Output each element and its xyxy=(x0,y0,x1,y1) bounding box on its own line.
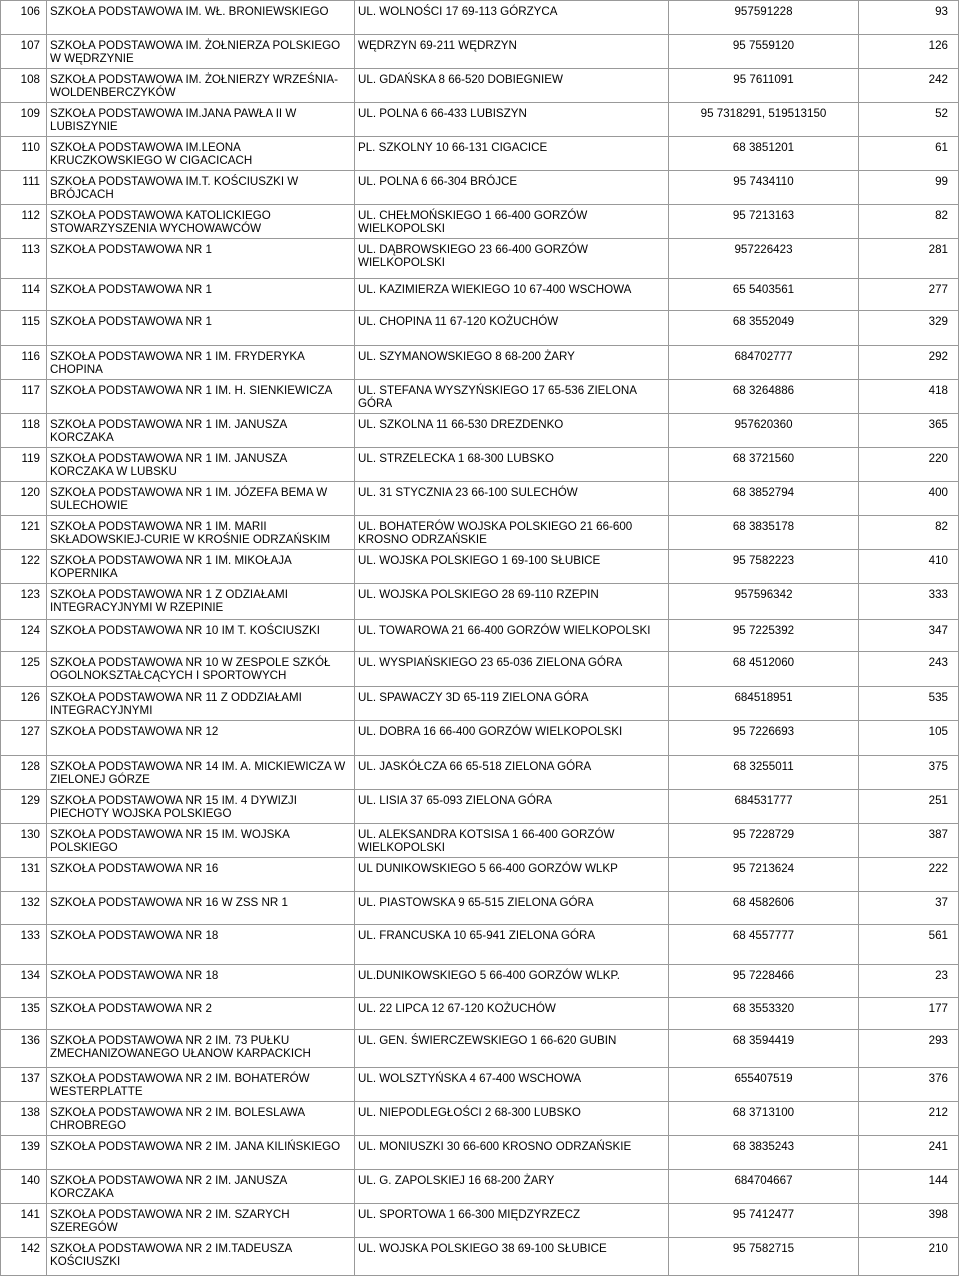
school-phone: 684531777 xyxy=(669,790,859,824)
school-nr: 113 xyxy=(1,239,47,279)
school-name: SZKOŁA PODSTAWOWA NR 2 IM. BOLESLAWA CHROBREGO xyxy=(47,1102,355,1136)
school-address: UL. WOLSZTYŃSKA 4 67-400 WSCHOWA xyxy=(355,1068,669,1102)
school-name: SZKOŁA PODSTAWOWA NR 14 IM. A. MICKIEWICZA W ZIELONEJ GÓRZE xyxy=(47,756,355,790)
school-address: UL. FRANCUSKA 10 65-941 ZIELONA GÓRA xyxy=(355,925,669,965)
school-address: UL. STRZELECKA 1 68-300 LUBSKO xyxy=(355,448,669,482)
school-students: 210 xyxy=(859,1238,959,1276)
school-name: SZKOŁA PODSTAWOWA NR 2 IM. SZARYCH SZEREGÓW xyxy=(47,1204,355,1238)
school-nr: 126 xyxy=(1,687,47,721)
school-name: SZKOŁA PODSTAWOWA NR 15 IM. WOJSKA POLSKIEGO xyxy=(47,824,355,858)
school-nr: 119 xyxy=(1,448,47,482)
school-phone: 684704667 xyxy=(669,1170,859,1204)
table-row xyxy=(1,1170,959,1204)
school-students: 222 xyxy=(859,858,959,892)
table-row xyxy=(1,137,959,171)
school-nr: 108 xyxy=(1,69,47,103)
school-students: 400 xyxy=(859,482,959,516)
school-phone: 68 3835178 xyxy=(669,516,859,550)
school-name: SZKOŁA PODSTAWOWA IM.JANA PAWŁA II W LUBISZYNIE xyxy=(47,103,355,137)
school-name: SZKOŁA PODSTAWOWA NR 16 xyxy=(47,858,355,892)
school-students: 144 xyxy=(859,1170,959,1204)
school-address: UL. CHOPINA 11 67-120 KOŻUCHÓW xyxy=(355,311,669,346)
school-students: 82 xyxy=(859,205,959,239)
school-phone: 68 3594419 xyxy=(669,1030,859,1068)
school-students: 387 xyxy=(859,824,959,858)
school-students: 410 xyxy=(859,550,959,584)
table-row xyxy=(1,414,959,448)
table-row xyxy=(1,171,959,205)
school-name: SZKOŁA PODSTAWOWA KATOLICKIEGO STOWARZYSZENIA WYCHOWAWCÓW xyxy=(47,205,355,239)
school-name: SZKOŁA PODSTAWOWA IM.T. KOŚCIUSZKI W BRÓJCACH xyxy=(47,171,355,205)
school-nr: 106 xyxy=(1,1,47,35)
school-nr: 114 xyxy=(1,279,47,311)
table-row xyxy=(1,1030,959,1068)
table-row xyxy=(1,620,959,652)
school-nr: 142 xyxy=(1,1238,47,1276)
school-nr: 117 xyxy=(1,380,47,414)
school-address: UL. POLNA 6 66-433 LUBISZYN xyxy=(355,103,669,137)
school-nr: 136 xyxy=(1,1030,47,1068)
school-nr: 116 xyxy=(1,346,47,380)
table-row xyxy=(1,1204,959,1238)
school-students: 292 xyxy=(859,346,959,380)
school-address: UL. ALEKSANDRA KOTSISA 1 66-400 GORZÓW WIELKOPOLSKI xyxy=(355,824,669,858)
school-address: UL. 31 STYCZNIA 23 66-100 SULECHÓW xyxy=(355,482,669,516)
school-phone: 95 7225392 xyxy=(669,620,859,652)
school-address: UL. KAZIMIERZA WIEKIEGO 10 67-400 WSCHOWA xyxy=(355,279,669,311)
school-phone: 95 7582715 xyxy=(669,1238,859,1276)
school-address: UL. G. ZAPOLSKIEJ 16 68-200 ŻARY xyxy=(355,1170,669,1204)
school-phone: 95 7213624 xyxy=(669,858,859,892)
school-phone: 68 4512060 xyxy=(669,652,859,687)
school-students: 105 xyxy=(859,721,959,756)
school-phone: 95 7582223 xyxy=(669,550,859,584)
table-row xyxy=(1,925,959,965)
school-phone: 95 7318291, 519513150 xyxy=(669,103,859,137)
school-phone: 95 7412477 xyxy=(669,1204,859,1238)
school-students: 365 xyxy=(859,414,959,448)
school-students: 242 xyxy=(859,69,959,103)
school-address: UL.DUNIKOWSKIEGO 5 66-400 GORZÓW WLKP. xyxy=(355,965,669,998)
school-name: SZKOŁA PODSTAWOWA NR 2 IM. BOHATERÓW WESTERPLATTE xyxy=(47,1068,355,1102)
school-name: SZKOŁA PODSTAWOWA NR 11 Z ODDZIAŁAMI INTEGRACYJNYMI xyxy=(47,687,355,721)
table-row xyxy=(1,584,959,620)
school-nr: 124 xyxy=(1,620,47,652)
school-nr: 137 xyxy=(1,1068,47,1102)
school-address: UL. TOWAROWA 21 66-400 GORZÓW WIELKOPOLSKI xyxy=(355,620,669,652)
school-address: UL. NIEPODLEGŁOŚCI 2 68-300 LUBSKO xyxy=(355,1102,669,1136)
school-students: 281 xyxy=(859,239,959,279)
school-students: 52 xyxy=(859,103,959,137)
school-name: SZKOŁA PODSTAWOWA NR 15 IM. 4 DYWIZJI PIECHOTY WOJSKA POLSKIEGO xyxy=(47,790,355,824)
school-phone: 68 3721560 xyxy=(669,448,859,482)
table-row xyxy=(1,1,959,35)
school-name: SZKOŁA PODSTAWOWA NR 1 IM. MIKOŁAJA KOPERNIKA xyxy=(47,550,355,584)
school-nr: 110 xyxy=(1,137,47,171)
school-phone: 68 4557777 xyxy=(669,925,859,965)
school-nr: 139 xyxy=(1,1136,47,1170)
school-students: 293 xyxy=(859,1030,959,1068)
school-phone: 68 4582606 xyxy=(669,892,859,925)
table-row xyxy=(1,103,959,137)
table-row xyxy=(1,998,959,1030)
school-address: UL. WOLNOŚCI 17 69-113 GÓRZYCA xyxy=(355,1,669,35)
school-nr: 118 xyxy=(1,414,47,448)
school-address: UL. DOBRA 16 66-400 GORZÓW WIELKOPOLSKI xyxy=(355,721,669,756)
school-students: 561 xyxy=(859,925,959,965)
school-name: SZKOŁA PODSTAWOWA IM. WŁ. BRONIEWSKIEGO xyxy=(47,1,355,35)
table-row xyxy=(1,482,959,516)
school-address: UL DUNIKOWSKIEGO 5 66-400 GORZÓW WLKP xyxy=(355,858,669,892)
school-name: SZKOŁA PODSTAWOWA NR 2 IM. JANUSZA KORCZAKA xyxy=(47,1170,355,1204)
school-nr: 127 xyxy=(1,721,47,756)
school-name: SZKOŁA PODSTAWOWA IM.LEONA KRUCZKOWSKIEGO W CIGACICACH xyxy=(47,137,355,171)
school-students: 93 xyxy=(859,1,959,35)
school-students: 177 xyxy=(859,998,959,1030)
school-nr: 115 xyxy=(1,311,47,346)
table-row xyxy=(1,380,959,414)
table-row xyxy=(1,205,959,239)
table-row xyxy=(1,1068,959,1102)
school-name: SZKOŁA PODSTAWOWA NR 1 IM. JANUSZA KORCZAKA xyxy=(47,414,355,448)
school-nr: 129 xyxy=(1,790,47,824)
school-nr: 141 xyxy=(1,1204,47,1238)
school-phone: 957596342 xyxy=(669,584,859,620)
school-nr: 111 xyxy=(1,171,47,205)
table-row xyxy=(1,516,959,550)
school-phone: 95 7559120 xyxy=(669,35,859,69)
school-address: UL. SZYMANOWSKIEGO 8 68-200 ŻARY xyxy=(355,346,669,380)
school-name: SZKOŁA PODSTAWOWA NR 1 IM. FRYDERYKA CHOPINA xyxy=(47,346,355,380)
school-nr: 130 xyxy=(1,824,47,858)
school-name: SZKOŁA PODSTAWOWA IM. ŻOŁNIERZA POLSKIEGO W WĘDRZYNIE xyxy=(47,35,355,69)
school-address: UL. BOHATERÓW WOJSKA POLSKIEGO 21 66-600 KROSNO ODRZAŃSKIE xyxy=(355,516,669,550)
school-phone: 68 3851201 xyxy=(669,137,859,171)
school-phone: 95 7228729 xyxy=(669,824,859,858)
school-name: SZKOŁA PODSTAWOWA NR 2 IM. JANA KILIŃSKIEGO xyxy=(47,1136,355,1170)
table-row xyxy=(1,756,959,790)
school-students: 398 xyxy=(859,1204,959,1238)
school-address: UL. 22 LIPCA 12 67-120 KOŻUCHÓW xyxy=(355,998,669,1030)
school-name: SZKOŁA PODSTAWOWA NR 2 IM. 73 PUŁKU ZMECHANIZOWANEGO UŁANOW KARPACKICH xyxy=(47,1030,355,1068)
school-phone: 95 7434110 xyxy=(669,171,859,205)
school-nr: 109 xyxy=(1,103,47,137)
school-phone: 684702777 xyxy=(669,346,859,380)
school-students: 241 xyxy=(859,1136,959,1170)
school-name: SZKOŁA PODSTAWOWA NR 1 IM. MARII SKŁADOWSKIEJ-CURIE W KROŚNIE ODRZAŃSKIM xyxy=(47,516,355,550)
school-nr: 135 xyxy=(1,998,47,1030)
school-nr: 140 xyxy=(1,1170,47,1204)
school-address: UL. MONIUSZKI 30 66-600 KROSNO ODRZAŃSKIE xyxy=(355,1136,669,1170)
table-row xyxy=(1,35,959,69)
table-row xyxy=(1,311,959,346)
school-phone: 65 5403561 xyxy=(669,279,859,311)
school-students: 126 xyxy=(859,35,959,69)
school-phone: 68 3835243 xyxy=(669,1136,859,1170)
school-address: UL. WYSPIAŃSKIEGO 23 65-036 ZIELONA GÓRA xyxy=(355,652,669,687)
table-row xyxy=(1,965,959,998)
school-phone: 68 3255011 xyxy=(669,756,859,790)
school-students: 375 xyxy=(859,756,959,790)
school-name: SZKOŁA PODSTAWOWA NR 2 xyxy=(47,998,355,1030)
school-nr: 107 xyxy=(1,35,47,69)
school-nr: 122 xyxy=(1,550,47,584)
table-row xyxy=(1,239,959,279)
school-nr: 132 xyxy=(1,892,47,925)
table-row xyxy=(1,687,959,721)
table-row xyxy=(1,448,959,482)
school-address: UL. CHEŁMOŃSKIEGO 1 66-400 GORZÓW WIELKOPOLSKI xyxy=(355,205,669,239)
school-phone: 68 3852794 xyxy=(669,482,859,516)
school-students: 61 xyxy=(859,137,959,171)
school-name: SZKOŁA PODSTAWOWA NR 12 xyxy=(47,721,355,756)
school-name: SZKOŁA PODSTAWOWA NR 2 IM.TADEUSZA KOŚCIUSZKI xyxy=(47,1238,355,1276)
school-nr: 134 xyxy=(1,965,47,998)
school-name: SZKOŁA PODSTAWOWA NR 1 xyxy=(47,311,355,346)
table-row xyxy=(1,1136,959,1170)
school-phone: 684518951 xyxy=(669,687,859,721)
school-students: 23 xyxy=(859,965,959,998)
school-nr: 128 xyxy=(1,756,47,790)
school-address: UL. GEN. ŚWIERCZEWSKIEGO 1 66-620 GUBIN xyxy=(355,1030,669,1068)
school-name: SZKOŁA PODSTAWOWA NR 1 IM. H. SIENKIEWICZA xyxy=(47,380,355,414)
school-phone: 68 3713100 xyxy=(669,1102,859,1136)
table-row xyxy=(1,550,959,584)
school-phone: 957620360 xyxy=(669,414,859,448)
school-name: SZKOŁA PODSTAWOWA NR 1 xyxy=(47,279,355,311)
school-nr: 125 xyxy=(1,652,47,687)
school-students: 418 xyxy=(859,380,959,414)
school-address: WĘDRZYN 69-211 WĘDRZYN xyxy=(355,35,669,69)
school-phone: 95 7226693 xyxy=(669,721,859,756)
school-students: 212 xyxy=(859,1102,959,1136)
school-address: UL. SPAWACZY 3D 65-119 ZIELONA GÓRA xyxy=(355,687,669,721)
school-students: 333 xyxy=(859,584,959,620)
school-students: 99 xyxy=(859,171,959,205)
school-phone: 95 7611091 xyxy=(669,69,859,103)
schools-table-body xyxy=(1,1,959,1276)
school-students: 251 xyxy=(859,790,959,824)
school-address: UL. PIASTOWSKA 9 65-515 ZIELONA GÓRA xyxy=(355,892,669,925)
table-row xyxy=(1,279,959,311)
table-row xyxy=(1,652,959,687)
school-name: SZKOŁA PODSTAWOWA NR 10 IM T. KOŚCIUSZKI xyxy=(47,620,355,652)
school-name: SZKOŁA PODSTAWOWA NR 1 Z ODZIAŁAMI INTEGRACYJNYMI W RZEPINIE xyxy=(47,584,355,620)
school-address: UL. GDAŃSKA 8 66-520 DOBIEGNIEW xyxy=(355,69,669,103)
table-row xyxy=(1,790,959,824)
school-students: 376 xyxy=(859,1068,959,1102)
school-address: UL. LISIA 37 65-093 ZIELONA GÓRA xyxy=(355,790,669,824)
school-name: SZKOŁA PODSTAWOWA IM. ŻOŁNIERZY WRZEŚNIA- WOLDENBERCZYKÓW xyxy=(47,69,355,103)
school-address: UL. WOJSKA POLSKIEGO 1 69-100 SŁUBICE xyxy=(355,550,669,584)
school-students: 277 xyxy=(859,279,959,311)
table-row xyxy=(1,721,959,756)
table-row xyxy=(1,1102,959,1136)
school-students: 535 xyxy=(859,687,959,721)
school-students: 243 xyxy=(859,652,959,687)
school-name: SZKOŁA PODSTAWOWA NR 18 xyxy=(47,925,355,965)
school-name: SZKOŁA PODSTAWOWA NR 1 IM. JANUSZA KORCZAKA W LUBSKU xyxy=(47,448,355,482)
school-students: 37 xyxy=(859,892,959,925)
school-students: 329 xyxy=(859,311,959,346)
school-phone: 68 3553320 xyxy=(669,998,859,1030)
school-phone: 68 3264886 xyxy=(669,380,859,414)
school-students: 82 xyxy=(859,516,959,550)
school-phone: 95 7228466 xyxy=(669,965,859,998)
school-nr: 120 xyxy=(1,482,47,516)
school-address: UL. POLNA 6 66-304 BRÓJCE xyxy=(355,171,669,205)
school-address: UL. SPORTOWA 1 66-300 MIĘDZYRZECZ xyxy=(355,1204,669,1238)
table-row xyxy=(1,892,959,925)
school-name: SZKOŁA PODSTAWOWA NR 1 IM. JÓZEFA BEMA W SULECHOWIE xyxy=(47,482,355,516)
school-address: UL. JASKÓŁCZA 66 65-518 ZIELONA GÓRA xyxy=(355,756,669,790)
table-row xyxy=(1,824,959,858)
school-address: UL. WOJSKA POLSKIEGO 38 69-100 SŁUBICE xyxy=(355,1238,669,1276)
school-phone: 655407519 xyxy=(669,1068,859,1102)
school-nr: 138 xyxy=(1,1102,47,1136)
school-nr: 123 xyxy=(1,584,47,620)
school-phone: 95 7213163 xyxy=(669,205,859,239)
school-nr: 131 xyxy=(1,858,47,892)
school-address: UL. WOJSKA POLSKIEGO 28 69-110 RZEPIN xyxy=(355,584,669,620)
school-name: SZKOŁA PODSTAWOWA NR 16 W ZSS NR 1 xyxy=(47,892,355,925)
school-phone: 957226423 xyxy=(669,239,859,279)
school-nr: 112 xyxy=(1,205,47,239)
school-address: PL. SZKOLNY 10 66-131 CIGACICE xyxy=(355,137,669,171)
school-address: UL. STEFANA WYSZYŃSKIEGO 17 65-536 ZIELONA GÓRA xyxy=(355,380,669,414)
school-students: 220 xyxy=(859,448,959,482)
school-nr: 121 xyxy=(1,516,47,550)
school-nr: 133 xyxy=(1,925,47,965)
table-row xyxy=(1,1238,959,1276)
school-address: UL. DĄBROWSKIEGO 23 66-400 GORZÓW WIELKOPOLSKI xyxy=(355,239,669,279)
school-address: UL. SZKOLNA 11 66-530 DREZDENKO xyxy=(355,414,669,448)
school-phone: 957591228 xyxy=(669,1,859,35)
school-name: SZKOŁA PODSTAWOWA NR 18 xyxy=(47,965,355,998)
school-name: SZKOŁA PODSTAWOWA NR 10 W ZESPOLE SZKÓŁ OGOLNOKSZTAŁCĄCYCH I SPORTOWYCH xyxy=(47,652,355,687)
table-row xyxy=(1,858,959,892)
school-students: 347 xyxy=(859,620,959,652)
table-row xyxy=(1,346,959,380)
table-row xyxy=(1,69,959,103)
school-phone: 68 3552049 xyxy=(669,311,859,346)
school-name: SZKOŁA PODSTAWOWA NR 1 xyxy=(47,239,355,279)
